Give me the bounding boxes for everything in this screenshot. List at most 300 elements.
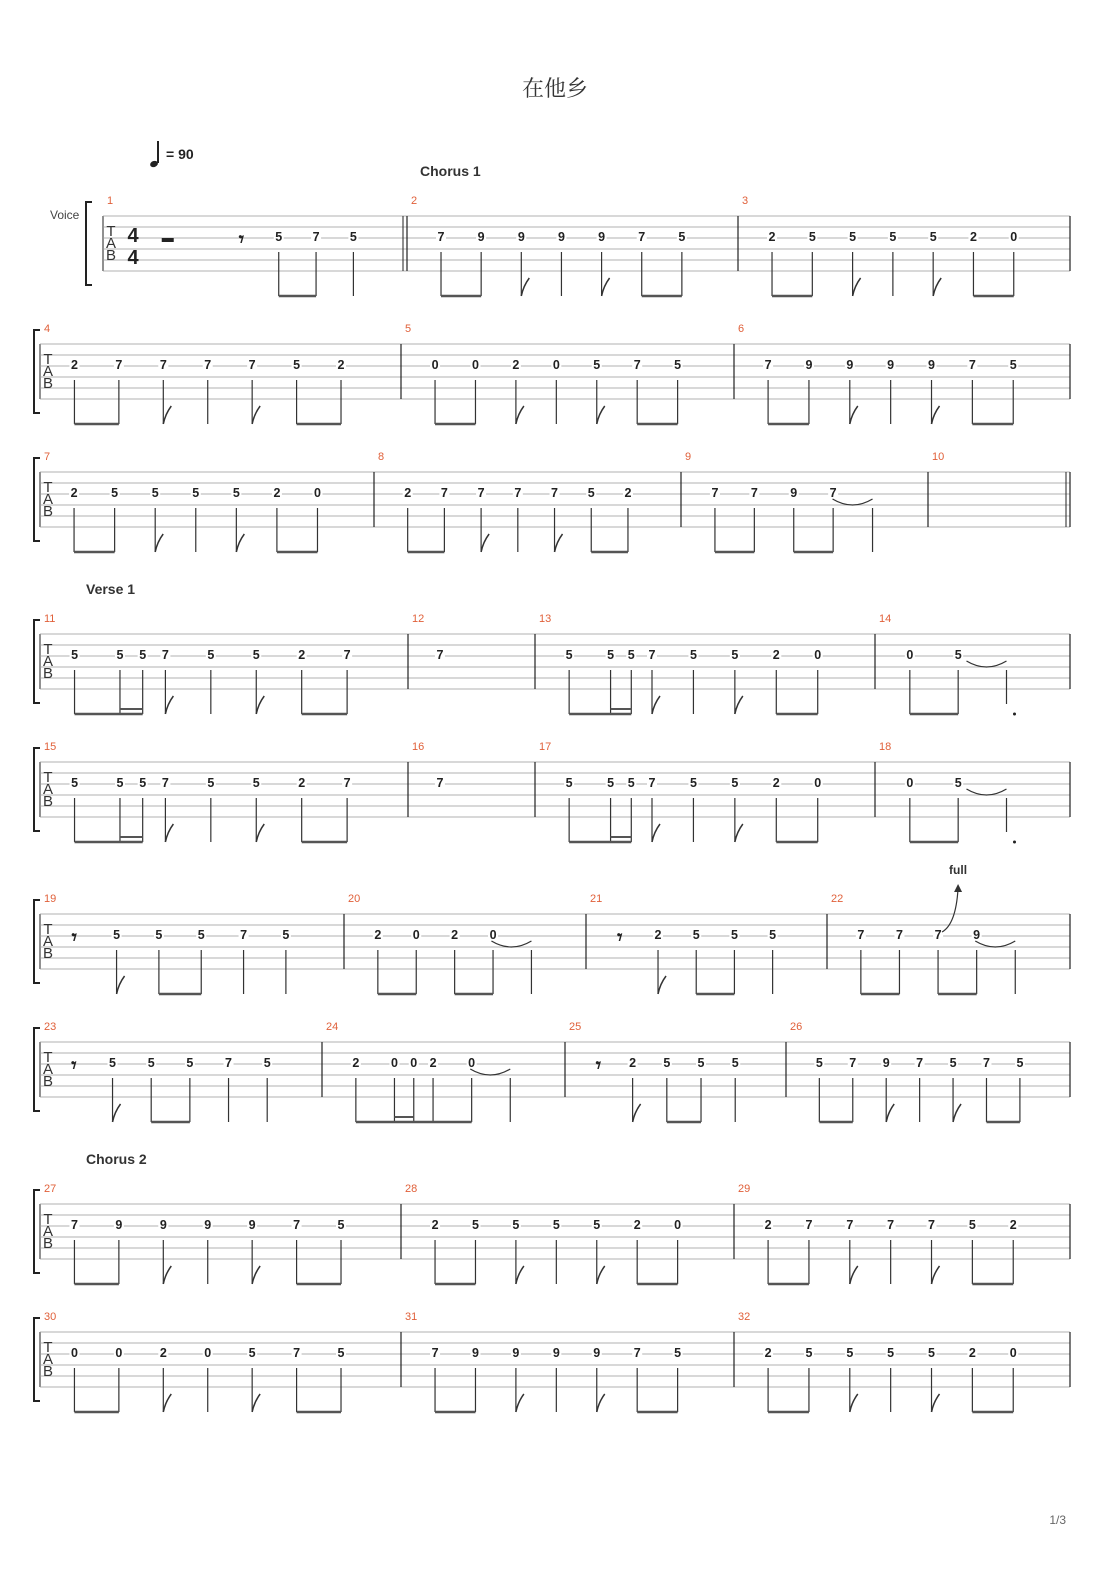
fret-number: 5 [248,1346,256,1360]
fret-number: 5 [139,776,147,790]
system-bracket [34,748,40,831]
note-flag [516,406,524,424]
song-title: 在他乡 [521,77,588,102]
note-flag [163,1394,171,1412]
fret-number: 5 [627,776,635,790]
fret-number: 5 [587,486,595,500]
fret-number: 2 [624,486,632,500]
fret-number: 7 [934,928,942,942]
note-flag [236,534,244,552]
fret-number: 5 [815,1056,823,1070]
note-flag [853,278,861,296]
fret-number: 7 [70,1218,78,1232]
tab-clef-letter: A [42,933,54,950]
tab-clef-letter: B [42,945,54,962]
tab-clef-letter: B [42,665,54,682]
measure-number: 6 [738,323,745,335]
fret-number: 7 [849,1056,857,1070]
tab-clef-letter: B [105,247,117,264]
fret-number: 9 [115,1218,123,1232]
fret-number: 5 [1016,1056,1024,1070]
system-bracket [34,1318,40,1401]
tab-clef-letter: T [43,1211,53,1228]
tab-clef-letter: B [42,1073,54,1090]
system-bracket [86,202,92,285]
note-flag [555,534,563,552]
fret-number: 7 [225,1056,233,1070]
fret-number: 2 [633,1218,641,1232]
note-flag [516,1394,524,1412]
fret-number: 7 [240,928,248,942]
fret-number: 7 [916,1056,924,1070]
fret-number: 0 [906,776,914,790]
tab-clef-letter: T [43,769,53,786]
bend-arrow-icon [954,884,962,892]
measure-number: 4 [44,323,51,335]
eighth-rest: 𝄾 [238,229,245,251]
tab-clef-letter: A [42,1223,54,1240]
tab-clef-letter: T [43,479,53,496]
fret-number: 7 [293,1218,301,1232]
fret-number: 9 [887,358,895,372]
fret-number: 5 [113,928,121,942]
note-flag [932,1394,940,1412]
fret-number: 5 [849,230,857,244]
note-flag [886,1104,894,1122]
fret-number: 2 [768,230,776,244]
note-flag [597,406,605,424]
tab-clef-letter: A [42,1061,54,1078]
fret-number: 5 [929,230,937,244]
fret-number: 7 [895,928,903,942]
measure-number: 7 [44,451,51,463]
fret-number: 5 [139,648,147,662]
fret-number: 9 [973,928,981,942]
fret-number: 9 [882,1056,890,1070]
fret-number: 5 [593,358,601,372]
note-flag [633,1104,641,1122]
fret-number: 2 [337,358,345,372]
fret-number: 5 [207,776,215,790]
fret-number: 5 [627,648,635,662]
fret-number: 9 [204,1218,212,1232]
fret-number: 7 [514,486,522,500]
measure-number: 15 [44,741,57,753]
fret-number: 0 [468,1056,476,1070]
fret-number: 0 [814,776,822,790]
tab-clef-letter: T [43,1049,53,1066]
fret-number: 0 [906,648,914,662]
note-flag [850,1394,858,1412]
fret-number: 5 [192,486,200,500]
fret-number: 7 [159,358,167,372]
fret-number: 9 [159,1218,167,1232]
measure-number: 30 [44,1311,57,1323]
measure-number: 12 [412,613,425,625]
fret-number: 7 [857,928,865,942]
fret-number: 9 [557,230,565,244]
fret-number: 2 [404,486,412,500]
fret-number: 5 [731,1056,739,1070]
system-bracket [34,458,40,541]
fret-number: 7 [551,486,559,500]
measure-number: 5 [405,323,412,335]
fret-number: 9 [593,1346,601,1360]
note-flag [113,1104,121,1122]
fret-number: 7 [115,358,123,372]
eighth-rest: 𝄾 [71,1055,77,1077]
fret-number: 5 [232,486,240,500]
note-flag [932,406,940,424]
fret-number: 5 [111,486,119,500]
fret-number: 7 [711,486,719,500]
page-number: 1/3 [1049,1513,1066,1527]
note-flag [735,696,743,714]
fret-number: 5 [116,776,124,790]
note-flag [481,534,489,552]
note-flag [155,534,163,552]
fret-number: 0 [412,928,420,942]
fret-number: 5 [1009,358,1017,372]
note-flag [735,824,743,842]
fret-number: 0 [70,1346,78,1360]
note-flag [652,696,660,714]
measure-number: 13 [539,613,552,625]
fret-number: 7 [648,776,656,790]
fret-number: 5 [512,1218,520,1232]
fret-number: 7 [161,648,169,662]
fret-number: 0 [1010,230,1018,244]
measure-number: 24 [326,1021,339,1033]
note-flag [597,1394,605,1412]
augmentation-dot [1013,841,1016,844]
fret-number: 5 [697,1056,705,1070]
measure-number: 19 [44,893,57,905]
note-flag [256,696,264,714]
fret-number: 5 [471,1218,479,1232]
fret-number: 5 [730,928,738,942]
note-flag [932,1266,940,1284]
track-name: Voice [50,208,80,222]
fret-number: 5 [109,1056,117,1070]
note-flag [602,278,610,296]
fret-number: 7 [928,1218,935,1232]
note-flag [165,824,173,842]
fret-number: 5 [805,1346,813,1360]
fret-number: 7 [633,1346,641,1360]
fret-number: 5 [769,928,777,942]
fret-number: 5 [552,1218,560,1232]
fret-number: 5 [887,1346,895,1360]
fret-number: 5 [565,648,573,662]
fret-number: 5 [954,648,962,662]
fret-number: 5 [808,230,816,244]
fret-number: 5 [293,358,301,372]
fret-number: 9 [846,358,854,372]
fret-number: 7 [343,776,351,790]
fret-number: 2 [764,1218,772,1232]
tab-clef-letter: B [42,503,54,520]
measure-number: 25 [569,1021,582,1033]
note-flag [252,1394,260,1412]
fret-number: 7 [750,486,758,500]
fret-number: 5 [565,776,573,790]
fret-number: 5 [928,1346,935,1360]
note-flag [652,824,660,842]
fret-number: 2 [772,776,780,790]
fret-number: 5 [252,648,260,662]
fret-number: 5 [207,648,215,662]
time-signature-bottom: 4 [127,247,139,269]
measure-number: 18 [879,741,892,753]
fret-number: 5 [275,230,283,244]
section-label: Chorus 1 [420,163,481,179]
tab-clef-letter: A [42,653,54,670]
measure-number: 8 [378,451,385,463]
fret-number: 5 [252,776,260,790]
fret-number: 7 [343,648,351,662]
measure-number: 21 [590,893,603,905]
fret-number: 7 [887,1218,895,1232]
fret-number: 5 [689,776,697,790]
fret-number: 5 [337,1218,345,1232]
fret-number: 0 [814,648,822,662]
fret-number: 7 [633,358,641,372]
fret-number: 7 [477,486,485,500]
tab-clef-letter: A [42,491,54,508]
section-label: Chorus 2 [86,1151,147,1167]
fret-number: 7 [293,1346,301,1360]
fret-number: 2 [298,648,306,662]
note-flag [850,406,858,424]
fret-number: 9 [477,230,485,244]
measure-number: 29 [738,1183,751,1195]
measure-number: 32 [738,1311,751,1323]
fret-number: 5 [337,1346,345,1360]
tab-clef-letter: B [42,375,54,392]
measure-number: 14 [879,613,892,625]
fret-number: 2 [352,1056,360,1070]
eighth-rest: 𝄾 [71,927,77,949]
fret-number: 5 [731,776,739,790]
fret-number: 0 [115,1346,123,1360]
note-flag [163,1266,171,1284]
measure-number: 31 [405,1311,418,1323]
fret-number: 0 [489,928,497,942]
tab-clef-letter: B [42,1235,54,1252]
measure-number: 26 [790,1021,803,1033]
fret-number: 2 [273,486,281,500]
fret-number: 2 [654,928,662,942]
note-flag [256,824,264,842]
fret-number: 7 [204,358,212,372]
fret-number: 0 [674,1218,682,1232]
fret-number: 5 [692,928,700,942]
fret-number: 5 [71,776,79,790]
fret-number: 9 [805,358,813,372]
fret-number: 5 [846,1346,854,1360]
fret-number: 5 [663,1056,671,1070]
system-bracket [34,900,40,983]
fret-number: 5 [197,928,205,942]
fret-number: 2 [429,1056,437,1070]
measure-number: 3 [742,195,749,207]
tab-clef-letter: A [42,363,54,380]
note-flag [850,1266,858,1284]
fret-number: 5 [186,1056,194,1070]
fret-number: 0 [471,358,479,372]
fret-number: 9 [552,1346,560,1360]
fret-number: 7 [161,776,169,790]
fret-number: 9 [790,486,798,500]
fret-number: 0 [314,486,321,500]
fret-number: 7 [436,648,444,662]
note-flag [953,1104,961,1122]
measure-number: 2 [411,195,418,207]
fret-number: 5 [349,230,357,244]
fret-number: 5 [282,928,290,942]
fret-number: 7 [431,1346,439,1360]
fret-number: 7 [983,1056,990,1070]
note-flag [516,1266,524,1284]
fret-number: 5 [689,648,697,662]
system-bracket [34,330,40,413]
fret-number: 5 [71,648,79,662]
fret-number: 7 [440,486,448,500]
tab-clef-letter: B [42,1363,54,1380]
tie-arc [967,661,1007,667]
fret-number: 2 [764,1346,772,1360]
eighth-rest: 𝄾 [617,927,623,949]
fret-number: 7 [437,230,445,244]
fret-number: 5 [607,648,615,662]
fret-number: 2 [772,648,780,662]
note-flag [165,696,173,714]
fret-number: 2 [70,358,78,372]
measure-number: 23 [44,1021,57,1033]
fret-number: 5 [949,1056,957,1070]
note-flag [658,976,666,994]
fret-number: 7 [638,230,646,244]
measure-number: 27 [44,1183,57,1195]
section-label: Verse 1 [86,581,136,597]
fret-number: 7 [312,230,320,244]
tab-clef-letter: T [106,223,116,240]
note-flag [933,278,941,296]
fret-number: 5 [155,928,163,942]
tab-clef-letter: T [43,921,53,938]
fret-number: 5 [968,1218,976,1232]
fret-number: 9 [517,230,525,244]
system-bracket [34,1028,40,1111]
fret-number: 7 [846,1218,854,1232]
eighth-rest: 𝄾 [595,1055,602,1077]
fret-number: 2 [512,358,520,372]
fret-number: 5 [116,648,124,662]
fret-number: 7 [968,358,976,372]
fret-number: 0 [390,1056,398,1070]
system-bracket [34,620,40,703]
measure-number: 10 [932,451,945,463]
tab-clef-letter: B [42,793,54,810]
note-flag [252,406,260,424]
measure-number: 17 [539,741,552,753]
fret-number: 2 [968,1346,976,1360]
measure-number: 16 [412,741,425,753]
tab-clef-letter: A [105,235,117,252]
bend-label: full [949,863,968,877]
system-bracket [34,1190,40,1273]
augmentation-dot [1013,713,1016,716]
note-flag [521,278,529,296]
measure-number: 28 [405,1183,418,1195]
fret-number: 2 [298,776,306,790]
fret-number: 5 [674,1346,682,1360]
note-flag [163,406,171,424]
bend-curve [942,888,958,932]
tab-clef-letter: A [42,1351,54,1368]
fret-number: 5 [954,776,962,790]
note-flag [252,1266,260,1284]
fret-number: 5 [889,230,897,244]
fret-number: 2 [1009,1218,1017,1232]
note-flag [117,976,125,994]
fret-number: 2 [629,1056,637,1070]
fret-number: 2 [969,230,977,244]
fret-number: 5 [263,1056,271,1070]
fret-number: 7 [248,358,256,372]
fret-number: 2 [159,1346,167,1360]
fret-number: 0 [431,358,439,372]
fret-number: 7 [829,486,837,500]
measure-number: 9 [685,451,692,463]
half-rest [162,238,174,242]
tab-clef-letter: T [43,1339,53,1356]
fret-number: 7 [805,1218,813,1232]
tempo-text: = 90 [166,146,194,162]
fret-number: 0 [410,1056,418,1070]
fret-number: 0 [1009,1346,1017,1360]
time-signature-top: 4 [127,225,139,247]
fret-number: 2 [451,928,459,942]
fret-number: 7 [764,358,772,372]
fret-number: 5 [731,648,739,662]
fret-number: 9 [598,230,606,244]
fret-number: 5 [674,358,682,372]
fret-number: 5 [593,1218,601,1232]
fret-number: 5 [678,230,686,244]
fret-number: 2 [374,928,382,942]
tab-clef-letter: T [43,351,53,368]
tie-arc [833,499,873,505]
fret-number: 2 [431,1218,439,1232]
measure-number: 11 [44,613,56,625]
fret-number: 9 [248,1218,256,1232]
measure-number: 20 [348,893,361,905]
fret-number: 9 [471,1346,479,1360]
tab-clef-letter: T [43,641,53,658]
fret-number: 9 [928,358,935,372]
fret-number: 5 [151,486,159,500]
fret-number: 0 [204,1346,212,1360]
fret-number: 5 [147,1056,155,1070]
fret-number: 2 [70,486,78,500]
tie-arc [967,789,1007,795]
measure-number: 22 [831,893,844,905]
fret-number: 7 [648,648,656,662]
fret-number: 5 [607,776,615,790]
note-flag [597,1266,605,1284]
